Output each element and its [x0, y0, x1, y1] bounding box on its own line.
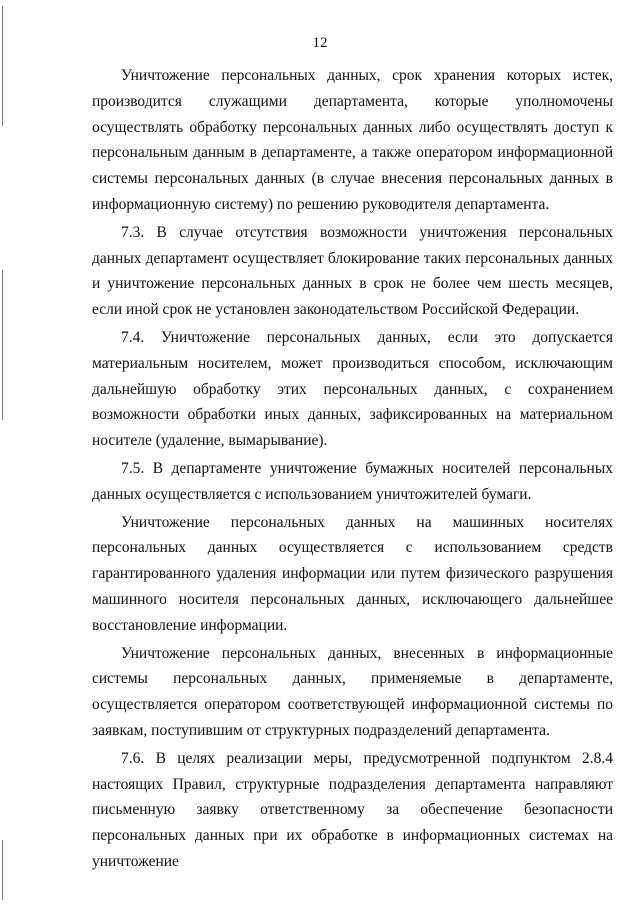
document-body [92, 63, 613, 875]
paragraph-machine-media-destruction: Уничтожение персональных данных на машинных носителях персональных данных осуществляется с использованием средств гарантированного удаления информации или путем физического разрушения машинного носителя персональных данных, исключающего дальнейшее восстановление информации. [92, 513, 613, 634]
page-number: 12 [312, 35, 328, 51]
scan-edge-mark [2, 840, 3, 900]
paragraph-7-6: 7.6. В целях реализации меры, предусмотренной подпунктом 2.8.4 настоящих Правил, структурные подразделения департамента направляют письменную заявку ответственному за обеспечение безопасности персональных данных при их обработке в информационных системах на уничтожение [92, 749, 613, 870]
paragraph-retention-destruction: Уничтожение персональных данных, срок хранения которых истек, производится служащими департамента, которые уполномочены осуществлять обработку персональных данных либо осуществлять доступ к персональным данным в департаменте, а также оператором информационной системы персональных данных (в случае внесения персональных данных в информационную систему) по решению руководителя департамента. [92, 67, 613, 213]
paragraph-7-4: 7.4. Уничтожение персональных данных, если это допускается материальным носителем, может производиться способом, исключающим дальнейшую обработку этих персональных данных, с сохранением возможности обработки иных данных, зафиксированных на материальном носителе (удаление, вымарывание). [92, 328, 613, 450]
paragraph-7-3: 7.3. В случае отсутствия возможности уничтожения персональных данных департамент осуществляет блокирование таких персональных данных и уничтожение персональных данных в срок не более чем шесть месяцев, если иной срок не установлен законодательством Российской Федерации. [92, 223, 613, 319]
paragraph-7-5: 7.5. В департаменте уничтожение бумажных носителей персональных данных осуществляется с использованием уничтожителей бумаги. [92, 459, 613, 503]
scan-edge-mark [2, 6, 3, 126]
scan-edge-mark [2, 270, 3, 420]
paragraph-information-systems-destruction: Уничтожение персональных данных, внесенных в информационные системы персональных данных, применяемые в департаменте, осуществляется оператором соответствующей информационной системы по заявкам, поступившим от структурных подразделений департамента. [92, 644, 613, 739]
